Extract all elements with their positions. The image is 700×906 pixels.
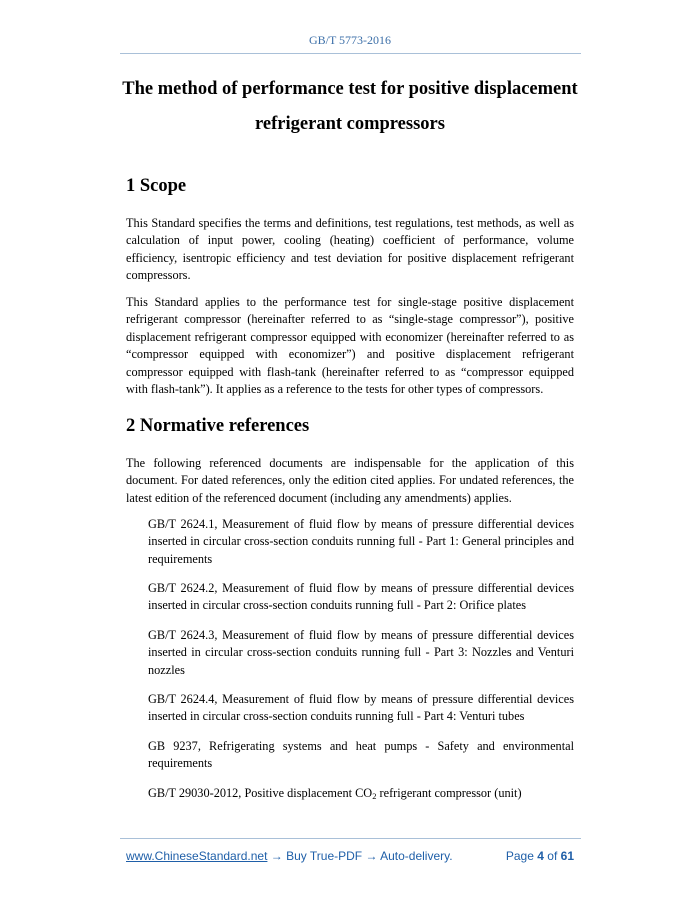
section-heading-normative-references: 2 Normative references bbox=[126, 416, 310, 436]
title-line-2: refrigerant compressors bbox=[255, 114, 445, 134]
reference-item: GB 9237, Refrigerating systems and heat pumps - Safety and environmental requirements bbox=[148, 739, 574, 771]
reference-item: GB/T 2624.1, Measurement of fluid flow by means of pressure differential devices inserted in circular cross-section conduits running full - Part 1: General principles and requirements bbox=[148, 517, 574, 566]
scope-paragraph-1: This Standard specifies the terms and definitions, test regulations, test methods, as well as calculation of input power, cooling (heating) coefficient of performance, volume efficiency, isentropic efficiency and test deviation for positive displacement refrigerant compressors. bbox=[126, 216, 574, 283]
reference-subscript: 2 bbox=[372, 791, 377, 801]
scope-paragraph-2: This Standard applies to the performance test for single-stage positive displacement refrigerant compressor (hereinafter referred to as “single-stage compressor”), positive displacement refrigerant compressor equipped with economizer (hereinafter referred to as “compressor equipped with economizer”) and positive displacement refrigerant compressor equipped with flash-tank (hereinafter referred to as “compressor equipped with flash-tank”). It applies as a reference to the tests for other types of compressors. bbox=[126, 295, 574, 397]
reference-text: GB/T 29030-2012, Positive displacement CO bbox=[148, 786, 373, 800]
page-footer bbox=[126, 849, 574, 865]
standard-code-header: GB/T 5773-2016 bbox=[308, 33, 392, 47]
references-intro-paragraph: The following referenced documents are indispensable for the application of this document. For dated references, only the edition cited applies. For undated references, the latest edition of the referenced document (including any amendments) applies. bbox=[126, 456, 574, 505]
website-link[interactable]: www.ChineseStandard.net bbox=[126, 849, 268, 863]
page-number bbox=[506, 849, 574, 863]
reference-item bbox=[148, 785, 574, 802]
page-current: 4 bbox=[537, 849, 544, 863]
footer-promo bbox=[126, 849, 453, 863]
page-of-label: of bbox=[547, 849, 558, 863]
footer-tagline: → Buy True-PDF → Auto-delivery. bbox=[267, 849, 453, 863]
reference-item: GB/T 2624.3, Measurement of fluid flow by means of pressure differential devices inserted in circular cross-section conduits running full - Part 3: Nozzles and Venturi nozzles bbox=[148, 628, 574, 677]
reference-text: refrigerant compressor (unit) bbox=[376, 786, 522, 800]
header-divider bbox=[120, 53, 581, 54]
reference-item: GB/T 2624.4, Measurement of fluid flow by means of pressure differential devices inserted in circular cross-section conduits running full - Part 4: Venturi tubes bbox=[148, 692, 574, 724]
document-title bbox=[60, 72, 640, 142]
footer-divider bbox=[120, 838, 581, 839]
page-label: Page bbox=[505, 849, 534, 863]
reference-item: GB/T 2624.2, Measurement of fluid flow by means of pressure differential devices inserted in circular cross-section conduits running full - Part 2: Orifice plates bbox=[148, 581, 574, 613]
title-line-1: The method of performance test for positive displacement bbox=[122, 79, 578, 99]
page-total: 61 bbox=[560, 849, 574, 863]
section-heading-scope: 1 Scope bbox=[126, 176, 187, 196]
